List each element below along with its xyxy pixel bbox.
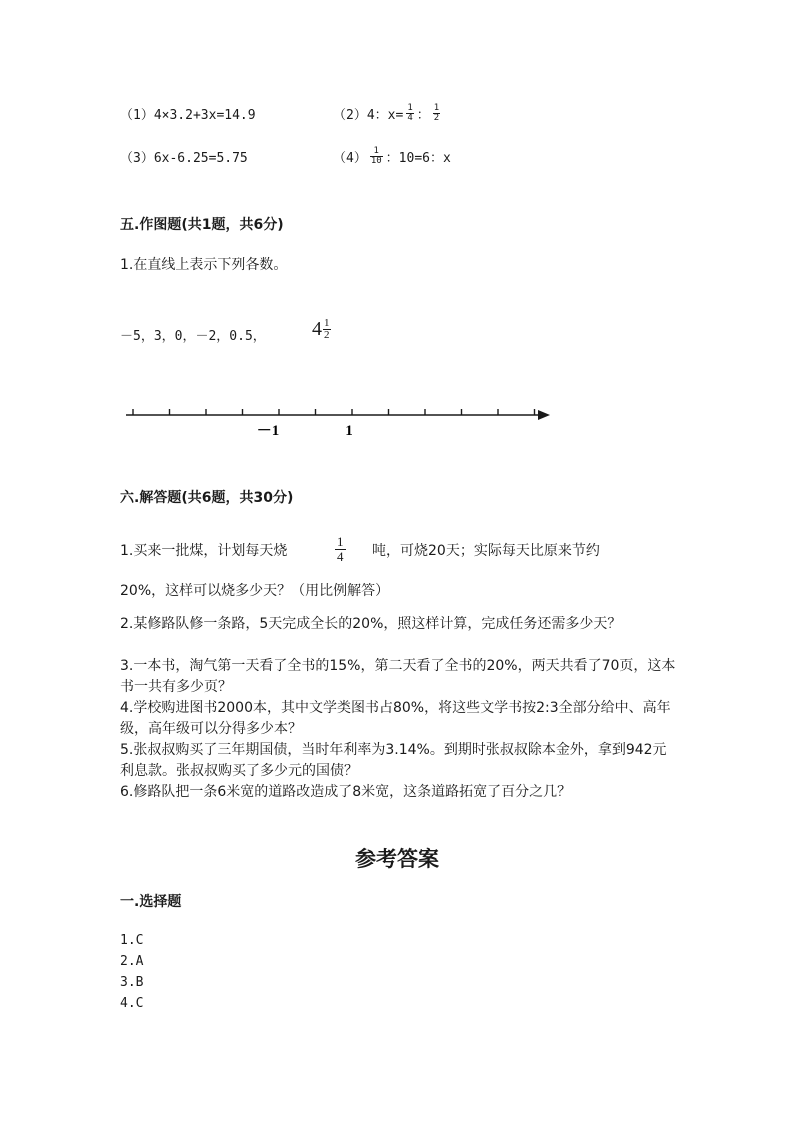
equation-2-prefix: （2）4：x=	[333, 107, 404, 123]
section-5-heading: 五.作图题(共1题，共6分)	[120, 217, 284, 233]
fraction-denominator: 2	[324, 329, 330, 341]
section-6-question-6: 6.修路队把一条6米宽的道路改造成了8米宽，这条道路拓宽了百分之几？	[120, 784, 572, 800]
equation-3: （3）6x-6.25=5.75	[120, 151, 248, 166]
fraction-numerator: 1	[337, 534, 344, 549]
number-line	[120, 400, 560, 444]
answer-item: 1.C	[120, 933, 144, 948]
equation-4	[333, 143, 451, 169]
fraction-numerator: 1	[407, 102, 413, 113]
section-6-question-3: 3.一本书，淘气第一天看了全书的15%，第二天看了全书的20%，两天共看了70页，这本书一共有多少页？	[120, 658, 676, 695]
section-6-heading: 六.解答题(共6题，共30分)	[120, 490, 294, 506]
answer-item: 4.C	[120, 996, 144, 1011]
equation-4-prefix: （4）	[333, 150, 367, 166]
section-5-question-1: 1.在直线上表示下列各数。	[120, 257, 288, 273]
section-6-question-1-fraction	[335, 535, 346, 565]
answer-item: 2.A	[120, 954, 144, 969]
fraction-numerator: 1	[433, 102, 440, 113]
equation-4-fraction	[370, 147, 383, 166]
equation-2-fraction-1	[406, 104, 413, 123]
mixed-number-fraction	[323, 318, 331, 341]
number-line-label-1: 1	[345, 423, 353, 439]
equation-4-suffix: ：10=6：x	[385, 150, 451, 166]
section-6-question-2: 2.某修路队修一条路，5天完成全长的20%，照这样计算，完成任务还需多少天？	[120, 616, 622, 632]
mixed-number-whole: 4	[312, 318, 322, 340]
fraction-numerator: 1	[373, 145, 379, 156]
equation-2-fraction-2	[433, 104, 440, 123]
answer-item: 3.B	[120, 975, 144, 990]
fraction-denominator: 4	[407, 112, 413, 123]
section-6-question-5: 5.张叔叔购买了三年期国债，当时年利率为3.14%。到期时张叔叔除本金外，拿到942元利息款。张叔叔购买了多少元的国债？	[120, 742, 667, 779]
mixed-number	[312, 318, 334, 341]
number-line-label-minus-1: －1	[256, 423, 280, 439]
fraction-denominator: 2	[433, 112, 440, 123]
section-6-question-1-part-1: 1.买来一批煤，计划每天烧	[120, 543, 288, 559]
fraction-numerator: 1	[324, 317, 330, 329]
section-6-question-4: 4.学校购进图书2000本，其中文学类图书占80%，将这些文学书按2:3全部分给中、高年级，高年级可以分得多少本？	[120, 700, 671, 737]
equation-1: （1）4×3.2+3x=14.9	[120, 108, 256, 123]
fraction-denominator: 4	[337, 549, 344, 565]
fraction-denominator: 10	[370, 155, 382, 166]
numbers-to-plot: －5，3，0，－2，0.5，	[120, 329, 266, 344]
equation-2-colon: ：	[416, 107, 430, 123]
section-6-question-1-part-2: 吨，可烧20天；实际每天比原来节约	[372, 543, 600, 559]
number-line-arrow	[538, 410, 550, 420]
section-6-question-1-line-2: 20%，这样可以烧多少天？（用比例解答）	[120, 583, 390, 599]
answers-section-1-heading: 一.选择题	[120, 894, 182, 910]
equation-2	[333, 100, 443, 126]
number-line-ticks	[133, 409, 535, 415]
answers-title: 参考答案	[355, 846, 439, 871]
